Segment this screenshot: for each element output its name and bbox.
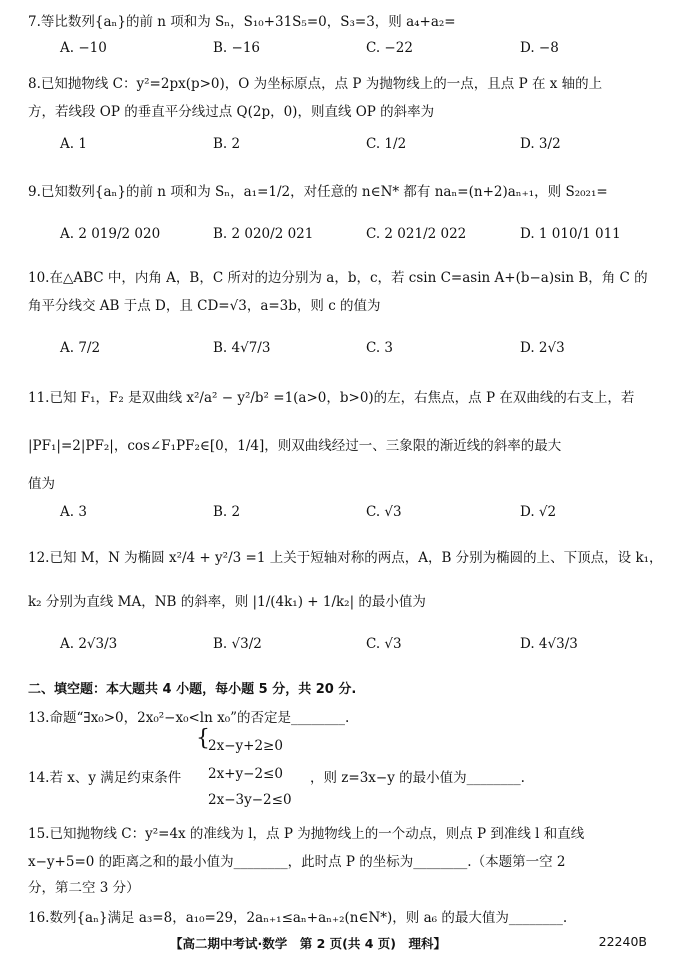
- q12-option-b: B. √3/2: [213, 636, 262, 652]
- q7-option-a: A. −10: [60, 40, 107, 56]
- q8-option-b: B. 2: [213, 136, 241, 152]
- q9-option-d: D. 1 010/1 011: [520, 226, 621, 242]
- q11-stem-3: 值为: [28, 476, 55, 492]
- q9-option-a: A. 2 019/2 020: [60, 226, 161, 242]
- q11-option-d: D. √2: [520, 504, 557, 520]
- footer-title: 【高二期中考试·数学 第 2 页(共 4 页) 理科】: [170, 936, 446, 951]
- q11-stem-1: 11.已知 F₁，F₂ 是双曲线 x²/a² − y²/b² =1(a>0，b>0)的左，右焦点，点 P 在双曲线的右支上，若: [28, 390, 635, 406]
- q8-stem-1: 8.已知抛物线 C：y²=2px(p>0)，O 为坐标原点，点 P 为抛物线上的一点，且点 P 在 x 轴的上: [28, 76, 603, 92]
- q9-stem: 9.已知数列{aₙ}的前 n 项和为 Sₙ，a₁=1/2，对任意的 n∈N* 都有 naₙ=(n+2)aₙ₊₁，则 S₂₀₂₁=: [28, 184, 608, 200]
- q15-line-2: x−y+5=0 的距离之和的最小值为________，此时点 P 的坐标为________.（本题第一空 2: [28, 854, 566, 870]
- q14-brace: {: [196, 726, 210, 751]
- q10-option-b: B. 4√7/3: [213, 340, 271, 356]
- q11-stem-2: |PF₁|=2|PF₂|，cos∠F₁PF₂∈[0，1/4]，则双曲线经过一、三象限的渐近线的斜率的最大: [28, 438, 562, 454]
- q14-post: ，则 z=3x−y 的最小值为________.: [310, 770, 525, 786]
- q12-option-a: A. 2√3/3: [60, 636, 118, 652]
- q7-stem: 7.等比数列{aₙ}的前 n 项和为 Sₙ，S₁₀+31S₅=0，S₃=3，则 a₄+a₂=: [28, 14, 456, 30]
- q12-option-c: C. √3: [366, 636, 402, 652]
- q10-option-d: D. 2√3: [520, 340, 565, 356]
- q7-option-d: D. −8: [520, 40, 559, 56]
- q12-stem-1: 12.已知 M，N 为椭圆 x²/4 + y²/3 =1 上关于短轴对称的两点，A，B 分别为椭圆的上、下顶点，设 k₁，: [28, 550, 663, 566]
- q11-option-a: A. 3: [60, 504, 87, 520]
- q8-option-d: D. 3/2: [520, 136, 561, 152]
- q15-line-1: 15.已知抛物线 C：y²=4x 的准线为 l，点 P 为抛物线上的一个动点，则点 P 到准线 l 和直线: [28, 826, 585, 842]
- q7-option-c: C. −22: [366, 40, 413, 56]
- q10-stem-1: 10.在△ABC 中，内角 A，B，C 所对的边分别为 a，b，c，若 csin C=asin A+(b−a)sin B，角 C 的: [28, 270, 648, 286]
- q11-option-c: C. √3: [366, 504, 402, 520]
- q14-pre: 14.若 x、y 满足约束条件: [28, 770, 182, 786]
- q12-option-d: D. 4√3/3: [520, 636, 578, 652]
- q14-constraint-3: 2x−3y−2≤0: [208, 792, 292, 808]
- q8-option-c: C. 1/2: [366, 136, 407, 152]
- q10-stem-2: 角平分线交 AB 于点 D，且 CD=√3，a=3b，则 c 的值为: [28, 298, 381, 314]
- q8-stem-2: 方，若线段 OP 的垂直平分线过点 Q(2p，0)，则直线 OP 的斜率为: [28, 104, 435, 120]
- q9-option-b: B. 2 020/2 021: [213, 226, 314, 242]
- footer-code: 22240B: [598, 934, 647, 949]
- q14-constraint-1: 2x−y+2≥0: [208, 738, 283, 754]
- q14-constraint-2: 2x+y−2≤0: [208, 766, 283, 782]
- q10-option-c: C. 3: [366, 340, 394, 356]
- q12-stem-2: k₂ 分别为直线 MA，NB 的斜率，则 |1/(4k₁) + 1/k₂| 的最小值为: [28, 594, 426, 610]
- q8-option-a: A. 1: [60, 136, 87, 152]
- q9-option-c: C. 2 021/2 022: [366, 226, 467, 242]
- q11-option-b: B. 2: [213, 504, 241, 520]
- q15-line-3: 分，第二空 3 分）: [28, 880, 140, 896]
- section-heading: 二、填空题：本大题共 4 小题，每小题 5 分，共 20 分.: [28, 682, 357, 697]
- q16: 16.数列{aₙ}满足 a₃=8，a₁₀=29，2aₙ₊₁≤aₙ+aₙ₊₂(n∈N*)，则 a₆ 的最大值为________.: [28, 910, 568, 926]
- q10-option-a: A. 7/2: [60, 340, 101, 356]
- q13: 13.命题“∃x₀>0，2x₀²−x₀<ln x₀”的否定是________.: [28, 710, 350, 726]
- q7-option-b: B. −16: [213, 40, 260, 56]
